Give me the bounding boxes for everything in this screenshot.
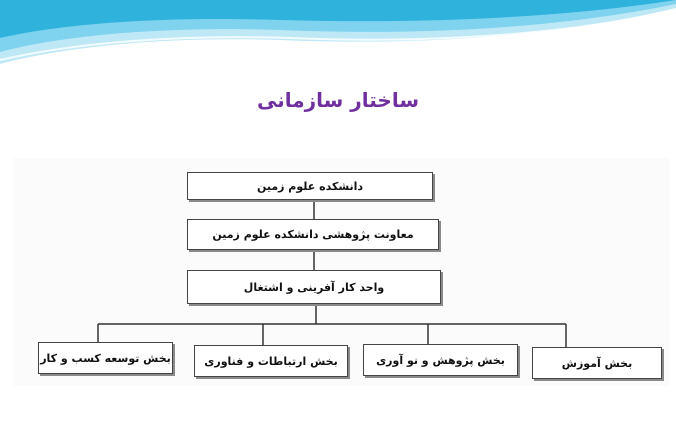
org-node-dept-business <box>38 342 173 374</box>
org-node-dept-business-label: بخش توسعه کسب و کار <box>40 351 171 365</box>
org-node-dept-communications-label: بخش ارتباطات و فناوری <box>204 354 338 368</box>
org-node-dept-training <box>532 347 662 379</box>
org-node-faculty-label: دانشکده علوم زمین <box>256 179 364 193</box>
page-title: ساختار سازمانی <box>256 88 420 112</box>
org-node-dept-research <box>363 344 518 376</box>
org-node-research-deputy-label: معاونت پژوهشی دانشکده علوم زمین <box>212 228 414 241</box>
org-node-entrepreneurship-unit <box>187 270 441 304</box>
org-node-faculty <box>187 172 433 200</box>
header-wave-decoration <box>0 0 676 80</box>
org-node-research-deputy <box>187 219 439 250</box>
org-node-entrepreneurship-unit-label: واحد کار آفرینی و اشتغال <box>243 280 385 294</box>
org-node-dept-communications <box>194 345 348 377</box>
org-node-dept-research-label: بخش پژوهش و نو آوری <box>376 353 505 367</box>
org-node-dept-training-label: بخش آموزش <box>561 356 633 370</box>
